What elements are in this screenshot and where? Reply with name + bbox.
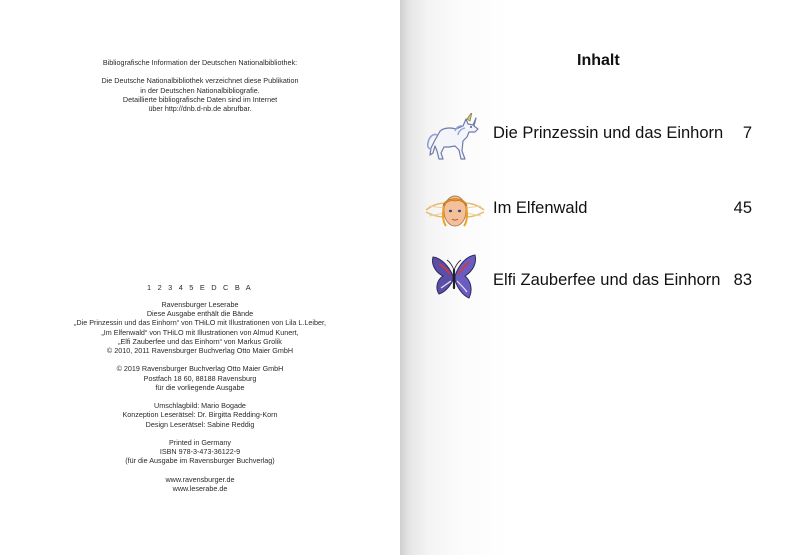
credit-line: Postfach 18 60, 88188 Ravensburg (143, 373, 257, 383)
butterfly-icon (429, 254, 479, 307)
credits (0, 300, 400, 493)
toc-entry-title: Die Prinzessin und das Einhorn (493, 124, 724, 142)
credit-line (0, 355, 400, 364)
bib-line: in der Deutschen Nationalbibliografie. (140, 85, 260, 95)
credit-line: „Die Prinzessin und das Einhorn“ von THiLO mit Illustrationen von Lila L.Leiber, (74, 318, 326, 328)
credit-line: für die vorliegende Ausgabe (155, 382, 245, 392)
toc-entry-title: Im Elfenwald (493, 199, 588, 217)
unicorn-icon (425, 113, 481, 168)
credit-line: © 2019 Ravensburger Buchverlag Otto Maier GmbH (116, 364, 284, 374)
website-link: www.ravensburger.de (165, 474, 235, 484)
credit-line: Konzeption Leserätsel: Dr. Birgitta Redding-Korn (122, 410, 278, 420)
print-run: 1 2 3 4 5 E D C B A (147, 283, 253, 292)
credit-line: Umschlagbild: Mario Bogade (154, 401, 246, 411)
bib-line: Die Deutsche Nationalbibliothek verzeichnet diese Publikation (101, 76, 299, 86)
bib-line: Bibliografische Information der Deutschen Nationalbibliothek: (102, 58, 298, 67)
credit-line (0, 392, 400, 401)
website-link: www.leserabe.de (172, 484, 228, 494)
credit-line: „Elfi Zauberfee und das Einhorn“ von Markus Grolik (118, 336, 282, 346)
credit-line: (für die Ausgabe im Ravensburger Buchverlag) (125, 456, 275, 466)
bibliographic-info (0, 58, 400, 113)
credit-line: Ravensburger Leserabe (161, 300, 239, 309)
toc-entry-page: 83 (733, 271, 752, 289)
bib-line (0, 67, 400, 76)
toc-entry-title: Elfi Zauberfee und das Einhorn (493, 271, 721, 289)
credit-line: © 2010, 2011 Ravensburger Buchverlag Otto Maier GmbH (106, 346, 294, 356)
toc-entry-page: 7 (742, 124, 752, 142)
credit-line (0, 429, 400, 438)
toc-entry-page: 45 (733, 199, 752, 217)
contents-title: Inhalt (577, 52, 620, 69)
elf-face-icon (424, 192, 486, 235)
credit-line: Design Leserätsel: Sabine Reddig (145, 419, 255, 429)
bib-line: Detaillierte bibliografische Daten sind im Internet (122, 94, 278, 104)
bib-line: über http://dnb.d-nb.de abrufbar. (148, 104, 252, 114)
credit-line: Printed in Germany (169, 438, 231, 448)
credit-line (0, 466, 400, 475)
credit-line: ISBN 978-3-473-36122-9 (159, 447, 241, 457)
credit-line: „Im Elfenwald“ von THiLO mit Illustrationen von Almud Kunert, (101, 327, 299, 337)
credit-line: Diese Ausgabe enthält die Bände (146, 309, 254, 319)
